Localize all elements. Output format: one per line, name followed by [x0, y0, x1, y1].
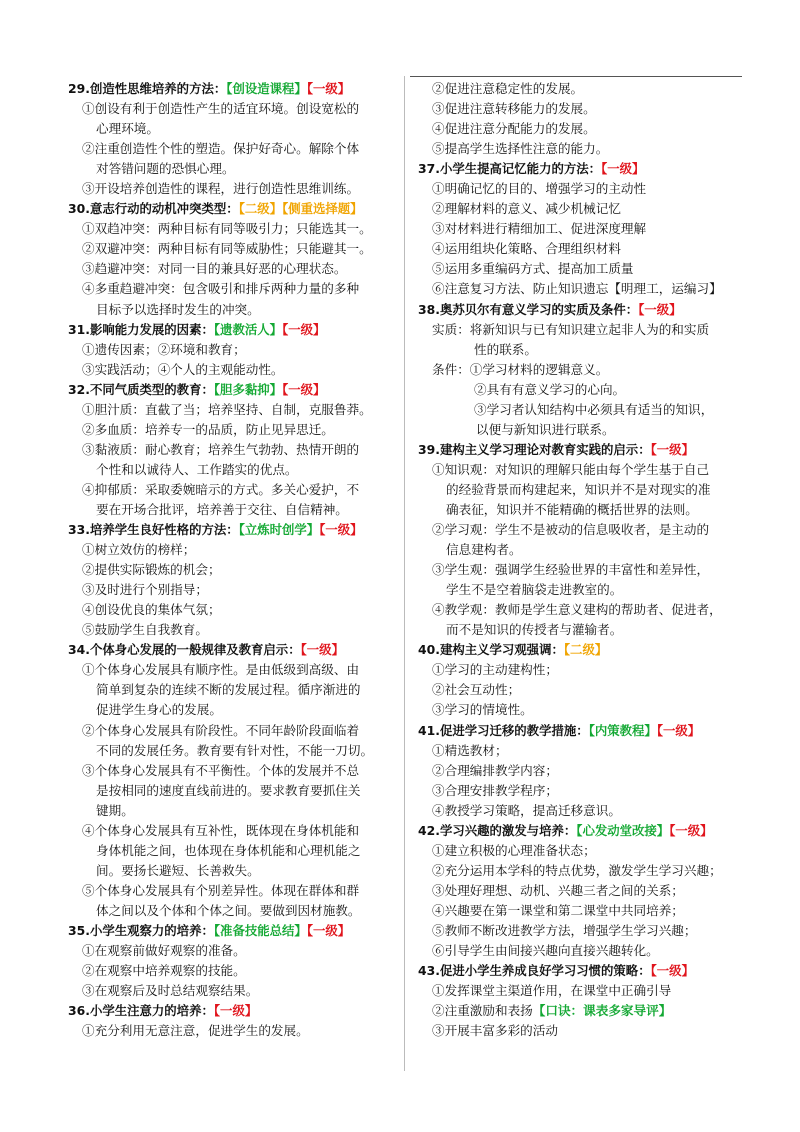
line-text: ③趋避冲突：对同一目的兼具好恶的心理状态。 — [82, 261, 347, 277]
line-text: 而不是知识的传授者与灌输者。 — [446, 622, 623, 638]
list-item-line — [418, 600, 745, 620]
list-item-line — [68, 721, 394, 741]
line-text: ①知识观：对知识的理解只能由每个学生基于自己 — [432, 461, 710, 477]
line-text: ④多重趋避冲突：包含吸引和排斥两种力量的多种 — [82, 281, 360, 297]
line-text: ④抑郁质：采取委婉暗示的方式。多关心爱护，不 — [82, 481, 360, 497]
heading-text: 40.建构主义学习观强调： — [418, 642, 564, 658]
list-item-line — [418, 360, 745, 380]
line-text: ②合理编排教学内容； — [432, 762, 558, 778]
list-item-line — [68, 761, 394, 781]
line-text: 心理环境。 — [96, 121, 159, 137]
list-item-line — [68, 660, 394, 680]
line-text: ③促进注意转移能力的发展。 — [432, 101, 596, 117]
line-text: ②注重激励和表扬 — [432, 1003, 533, 1019]
line-text: 以便与新知识进行联系。 — [476, 421, 615, 437]
list-item-line — [68, 861, 394, 881]
line-text: 学生不是空着脑袋走进教室的。 — [446, 582, 623, 598]
line-text: ④教授学习策略，提高迁移意识。 — [432, 802, 621, 818]
level-tag: 【口诀：课表多家导评】 — [532, 1003, 672, 1019]
list-item-line — [68, 781, 394, 801]
list-item-line — [418, 901, 745, 921]
list-item-line — [418, 259, 745, 279]
line-text: ③在观察后及时总结观察结果。 — [82, 983, 259, 999]
line-text: ③学习的情境性。 — [432, 702, 533, 718]
line-text: ①充分利用无意注意，促进学生的发展。 — [82, 1023, 309, 1039]
list-item-line — [68, 440, 394, 460]
list-item-line — [418, 1021, 745, 1041]
list-item-line — [68, 540, 394, 560]
level-tag: 【创设造课程】 — [226, 81, 307, 96]
line-text: 键期。 — [96, 802, 134, 818]
line-text: ②具有有意义学习的心向。 — [474, 381, 626, 397]
list-item-line — [418, 741, 745, 761]
heading-text: 36.小学生注意力的培养： — [68, 1003, 214, 1019]
section-heading — [68, 79, 394, 99]
line-text: ①发挥课堂主渠道作用，在课堂中正确引导 — [432, 983, 672, 999]
level-tag: 【一级】 — [638, 301, 682, 317]
section-heading — [68, 1001, 394, 1021]
line-text: ①胆汁质：直截了当；培养坚持、自制，克服鲁莽。 — [82, 401, 372, 417]
heading-text: 30.意志行动的动机冲突类型： — [68, 201, 239, 217]
level-tag: 【一级】 — [650, 963, 694, 979]
level-tag: 【一级】 — [669, 822, 713, 838]
list-item-line — [68, 741, 394, 761]
level-tag: 【立炼时创学】 — [238, 522, 320, 538]
section-heading — [418, 721, 745, 741]
line-text: ②双避冲突：两种目标有同等威胁性；只能避其一。 — [82, 241, 372, 257]
list-item-line — [418, 981, 745, 1001]
line-text: 间。要扬长避短、长善救失。 — [96, 862, 260, 878]
section-heading — [68, 320, 394, 340]
list-item-line — [418, 480, 745, 500]
list-item-line — [418, 620, 745, 640]
line-text: ①个体身心发展具有顺序性。是由低级到高级、由 — [82, 662, 360, 678]
section-heading — [418, 159, 745, 179]
list-item-line — [68, 279, 394, 299]
list-item-line — [418, 921, 745, 941]
level-tag: 【准备技能总结】 — [213, 922, 307, 938]
line-text: ②充分运用本学科的特点优势，激发学生学习兴趣； — [432, 862, 722, 878]
level-tag: 【一级】 — [282, 321, 326, 337]
heading-text: 29.创造性思维培养的方法： — [68, 81, 227, 96]
line-text: ⑥注意复习方法、防止知识遗忘【明理工，运编习】 — [432, 281, 722, 297]
list-item-line — [68, 219, 394, 239]
line-text: 个性和以诚待人、工作踏实的优点。 — [96, 461, 298, 477]
level-tag: 【心发动堂改接】 — [576, 822, 670, 838]
line-text: ③合理安排教学程序； — [432, 782, 558, 798]
list-item-line — [68, 179, 394, 199]
line-text: 不同的发展任务。教育要有针对性，不能一刀切。 — [96, 742, 374, 758]
level-tag: 【二级】 — [563, 642, 608, 658]
line-text: 性的联系。 — [474, 341, 537, 357]
line-text: 要在开场合批评，培养善于交往、自信精神。 — [96, 501, 348, 517]
level-tag: 【一级】 — [319, 522, 363, 538]
list-item-line — [68, 961, 394, 981]
line-text: ②个体身心发展具有阶段性。不同年龄阶段面临着 — [82, 722, 360, 738]
level-tag: 【一级】 — [306, 81, 351, 96]
section-heading — [418, 961, 745, 981]
line-text: ③开设培养创造性的课程，进行创造性思维训练。 — [82, 181, 360, 197]
header-rule — [410, 76, 742, 77]
list-item-line — [68, 560, 394, 580]
list-item-line — [68, 360, 394, 380]
line-text: ②提供实际锻炼的机会； — [82, 562, 221, 578]
level-tag: 【内策教程】 — [588, 722, 657, 738]
line-text: 体之间以及个体和个体之间。要做到因材施教。 — [96, 902, 361, 918]
list-item-line — [68, 680, 394, 700]
line-text: ①创设有利于创造性产生的适宜环境。创设宽松的 — [82, 101, 360, 117]
section-heading — [418, 640, 745, 660]
list-item-line — [68, 941, 394, 961]
line-text: ②在观察中培养观察的技能。 — [82, 963, 246, 979]
section-heading — [68, 640, 394, 660]
list-item-line — [418, 660, 745, 680]
line-text: ③实践活动；④个人的主观能动性。 — [82, 361, 284, 377]
list-item-line — [418, 420, 745, 440]
list-item-line — [418, 861, 745, 881]
line-text: 促进学生身心的发展。 — [96, 702, 222, 718]
list-item-line — [68, 119, 394, 139]
section-heading — [68, 921, 394, 941]
line-text: ④运用组块化策略、合理组织材料 — [432, 241, 621, 257]
heading-text: 37.小学生提高记忆能力的方法： — [418, 161, 602, 177]
list-item-line — [68, 821, 394, 841]
list-item-line — [68, 460, 394, 480]
line-text: 条件：①学习材料的逻辑意义。 — [432, 361, 609, 377]
list-item-line — [68, 480, 394, 500]
right-column — [418, 79, 745, 1041]
list-item-line — [68, 139, 394, 159]
level-tag: 【一级】 — [213, 1003, 258, 1019]
list-item-line — [68, 400, 394, 420]
list-item-line — [418, 941, 745, 961]
line-text: ③个体身心发展具有不平衡性。个体的发展并不总 — [82, 762, 360, 778]
heading-text: 38.奥苏贝尔有意义学习的实质及条件： — [418, 301, 639, 317]
list-item-line — [418, 99, 745, 119]
line-text: ①遗传因素；②环境和教育； — [82, 341, 246, 357]
line-text: ①双趋冲突：两种目标有同等吸引力；只能选其一。 — [82, 221, 372, 237]
line-text: ②多血质：培养专一的品质，防止见异思迁。 — [82, 421, 334, 437]
line-text: ③学生观：强调学生经验世界的丰富性和差异性， — [432, 562, 710, 578]
line-text: ②理解材料的意义、减少机械记忆 — [432, 201, 621, 217]
line-text: ⑤个体身心发展具有个别差异性。体现在群体和群 — [82, 882, 360, 898]
line-text: ③学习者认知结构中必须具有适当的知识， — [474, 401, 714, 417]
list-item-line — [418, 680, 745, 700]
line-text: ④个体身心发展具有互补性，既体现在身体机能和 — [82, 822, 360, 838]
line-text: ①树立效仿的榜样； — [82, 542, 196, 558]
list-item-line — [418, 400, 745, 420]
section-heading — [68, 380, 394, 400]
list-item-line — [68, 981, 394, 1001]
line-text: 信息建构者。 — [446, 542, 522, 558]
section-heading — [68, 199, 394, 219]
line-text: ④创设优良的集体气氛； — [82, 602, 221, 618]
line-text: 实质：将新知识与已有知识建立起非人为的和实质 — [432, 321, 710, 337]
list-item-line — [418, 500, 745, 520]
list-item-line — [68, 620, 394, 640]
list-item-line — [418, 700, 745, 720]
line-text: ③开展丰富多彩的活动 — [432, 1023, 558, 1039]
line-text: 的经验背景而构建起来，知识并不是对现实的准 — [446, 481, 711, 497]
line-text: ①精选教材； — [432, 742, 508, 758]
line-text: 简单到复杂的连续不断的发展过程。循序渐进的 — [96, 682, 361, 698]
level-tag: 【侧重选择题】 — [282, 201, 363, 217]
list-item-line — [418, 460, 745, 480]
heading-text: 32.不同气质类型的教育： — [68, 381, 214, 397]
left-column — [68, 79, 394, 1041]
line-text: ⑥引导学生由间接兴趣向直接兴趣转化。 — [432, 943, 659, 959]
line-text: 目标予以选择时发生的冲突。 — [96, 301, 260, 317]
section-heading — [418, 821, 745, 841]
level-tag: 【一级】 — [282, 381, 326, 397]
line-text: ⑤教师不断改进教学方法，增强学生学习兴趣； — [432, 922, 697, 938]
list-item-line — [418, 881, 745, 901]
list-item-line — [418, 841, 745, 861]
line-text: ①学习的主动建构性； — [432, 662, 558, 678]
list-item-line — [68, 500, 394, 520]
level-tag: 【一级】 — [306, 922, 351, 938]
list-item-line — [418, 320, 745, 340]
level-tag: 【一级】 — [650, 441, 694, 457]
list-item-line — [418, 199, 745, 219]
line-text: 是按相同的速度直线前进的。要求教育要抓住关 — [96, 782, 361, 798]
list-item-line — [68, 881, 394, 901]
heading-text: 35.小学生观察力的培养： — [68, 922, 214, 938]
list-item-line — [68, 340, 394, 360]
line-text: ③及时进行个别指导； — [82, 582, 208, 598]
list-item-line — [418, 340, 745, 360]
heading-text: 31.影响能力发展的因素： — [68, 321, 214, 337]
list-item-line — [68, 300, 394, 320]
level-tag: 【二级】 — [238, 201, 283, 217]
section-heading — [418, 440, 745, 460]
list-item-line — [418, 239, 745, 259]
line-text: ⑤运用多重编码方式、提高加工质量 — [432, 261, 634, 277]
list-item-line — [418, 139, 745, 159]
list-item-line — [68, 801, 394, 821]
line-text: ③处理好理想、动机、兴趣三者之间的关系； — [432, 882, 684, 898]
list-item-line — [68, 99, 394, 119]
heading-text: 33.培养学生良好性格的方法： — [68, 522, 239, 538]
section-heading — [68, 520, 394, 540]
list-item-line — [68, 239, 394, 259]
list-item-line — [418, 380, 745, 400]
line-text: 对答错问题的恐惧心理。 — [96, 161, 235, 177]
list-item-line — [68, 420, 394, 440]
list-item-line — [418, 119, 745, 139]
list-item-line — [68, 700, 394, 720]
level-tag: 【一级】 — [300, 642, 344, 658]
list-item-line — [68, 901, 394, 921]
list-item-line — [418, 279, 745, 299]
line-text: ③黏液质：耐心教育；培养生气勃勃、热情开朗的 — [82, 441, 360, 457]
list-item-line — [418, 801, 745, 821]
list-item-line — [418, 79, 745, 99]
list-item-line — [418, 781, 745, 801]
line-text: ④教学观：教师是学生意义建构的帮助者、促进者， — [432, 602, 722, 618]
list-item-line — [418, 560, 745, 580]
level-tag: 【遗教活人】 — [213, 321, 283, 337]
line-text: ②社会互动性； — [432, 682, 521, 698]
section-heading — [418, 300, 745, 320]
line-text: ②促进注意稳定性的发展。 — [432, 81, 584, 96]
list-item-line — [418, 1001, 745, 1021]
line-text: 身体机能之间，也体现在身体机能和心理机能之 — [96, 842, 361, 858]
line-text: 确表征，知识并不能精确的概括世界的法则。 — [446, 501, 698, 517]
heading-text: 42.学习兴趣的激发与培养： — [418, 822, 577, 838]
line-text: ②注重创造性个性的塑造。保护好奇心。解除个体 — [82, 141, 360, 157]
line-text: ①明确记忆的目的、增强学习的主动性 — [432, 181, 647, 197]
list-item-line — [68, 259, 394, 279]
list-item-line — [68, 159, 394, 179]
column-divider — [404, 76, 405, 1071]
line-text: ③对材料进行精细加工、促进深度理解 — [432, 221, 647, 237]
list-item-line — [68, 580, 394, 600]
line-text: ②学习观：学生不是被动的信息吸收者，是主动的 — [432, 522, 710, 538]
line-text: ①建立积极的心理准备状态； — [432, 842, 596, 858]
list-item-line — [418, 580, 745, 600]
line-text: ④促进注意分配能力的发展。 — [432, 121, 596, 137]
line-text: ⑤鼓励学生自我教育。 — [82, 622, 208, 638]
level-tag: 【一级】 — [601, 161, 645, 177]
list-item-line — [68, 1021, 394, 1041]
list-item-line — [68, 841, 394, 861]
list-item-line — [418, 219, 745, 239]
list-item-line — [68, 600, 394, 620]
line-text: ①在观察前做好观察的准备。 — [82, 943, 246, 959]
list-item-line — [418, 540, 745, 560]
level-tag: 【一级】 — [656, 722, 701, 738]
level-tag: 【胆多黏抑】 — [213, 381, 283, 397]
list-item-line — [418, 179, 745, 199]
heading-text: 34.个体身心发展的一般规律及教育启示： — [68, 642, 301, 658]
line-text: ④兴趣要在第一课堂和第二课堂中共同培养； — [432, 902, 684, 918]
list-item-line — [418, 520, 745, 540]
list-item-line — [418, 761, 745, 781]
line-text: ⑤提高学生选择性注意的能力。 — [432, 141, 609, 157]
heading-text: 39.建构主义学习理论对教育实践的启示： — [418, 441, 651, 457]
heading-text: 43.促进小学生养成良好学习习惯的策略： — [418, 963, 651, 979]
heading-text: 41.促进学习迁移的教学措施： — [418, 722, 589, 738]
